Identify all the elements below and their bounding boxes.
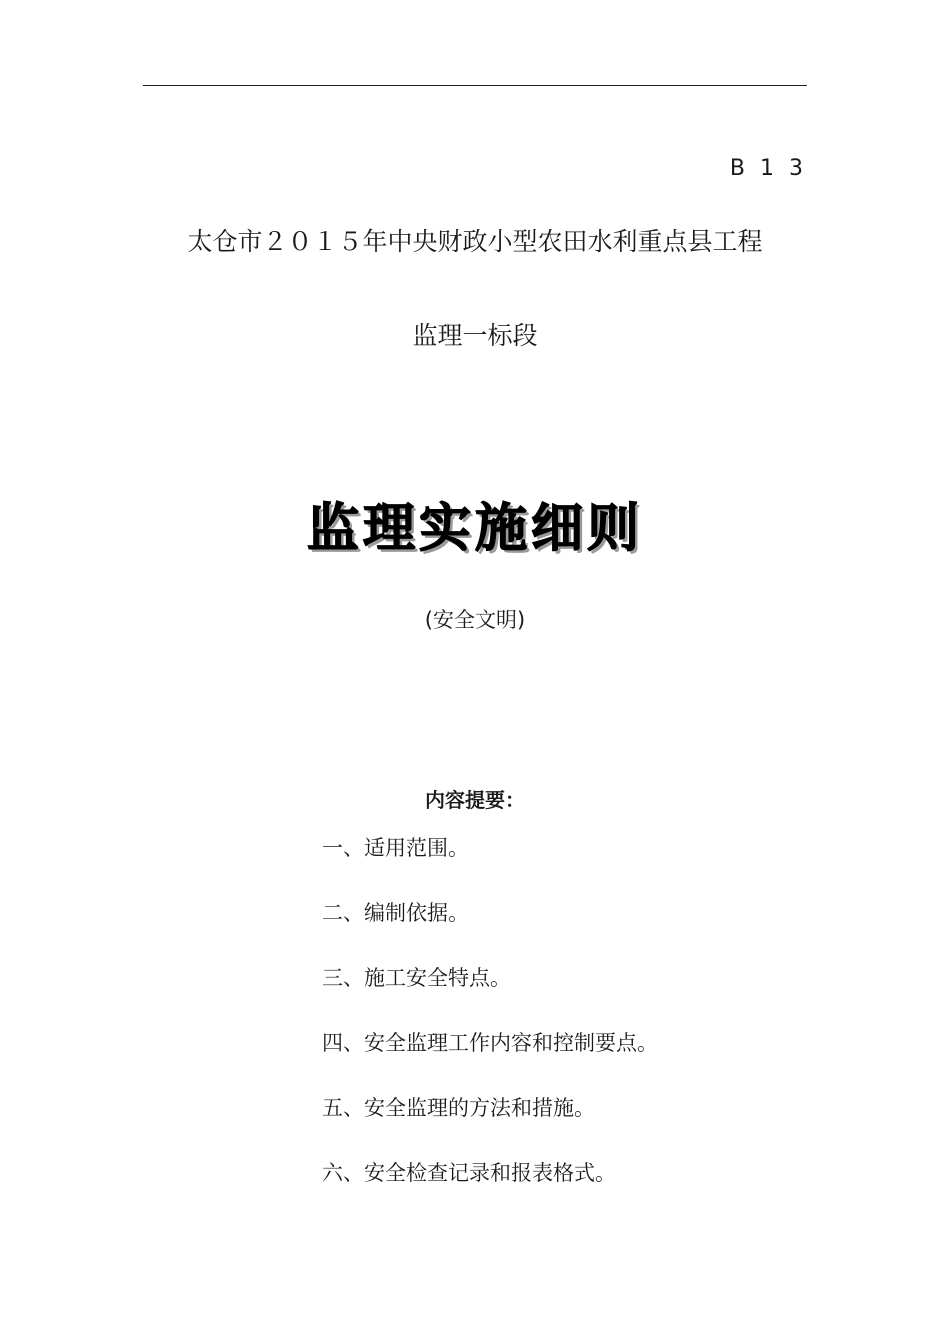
- contents-item: 五、安全监理的方法和措施。: [322, 1096, 595, 1120]
- section-title: 监理一标段: [412, 321, 538, 350]
- project-title: 太仓市２０１５年中央财政小型农田水利重点县工程: [187, 227, 763, 256]
- contents-item: 三、施工安全特点。: [322, 966, 511, 990]
- contents-item: 二、编制依据。: [322, 901, 469, 925]
- contents-list: [322, 830, 658, 1220]
- contents-heading: 内容提要：: [425, 788, 525, 812]
- contents-item: 六、安全检查记录和报表格式。: [322, 1161, 616, 1185]
- contents-item: 一、适用范围。: [322, 836, 469, 860]
- main-title: 监理实施细则: [306, 499, 643, 559]
- header-rule: [143, 85, 807, 86]
- subtitle: (安全文明): [424, 608, 526, 632]
- document-code: B 1 3: [729, 156, 807, 181]
- contents-item: 四、安全监理工作内容和控制要点。: [322, 1031, 658, 1055]
